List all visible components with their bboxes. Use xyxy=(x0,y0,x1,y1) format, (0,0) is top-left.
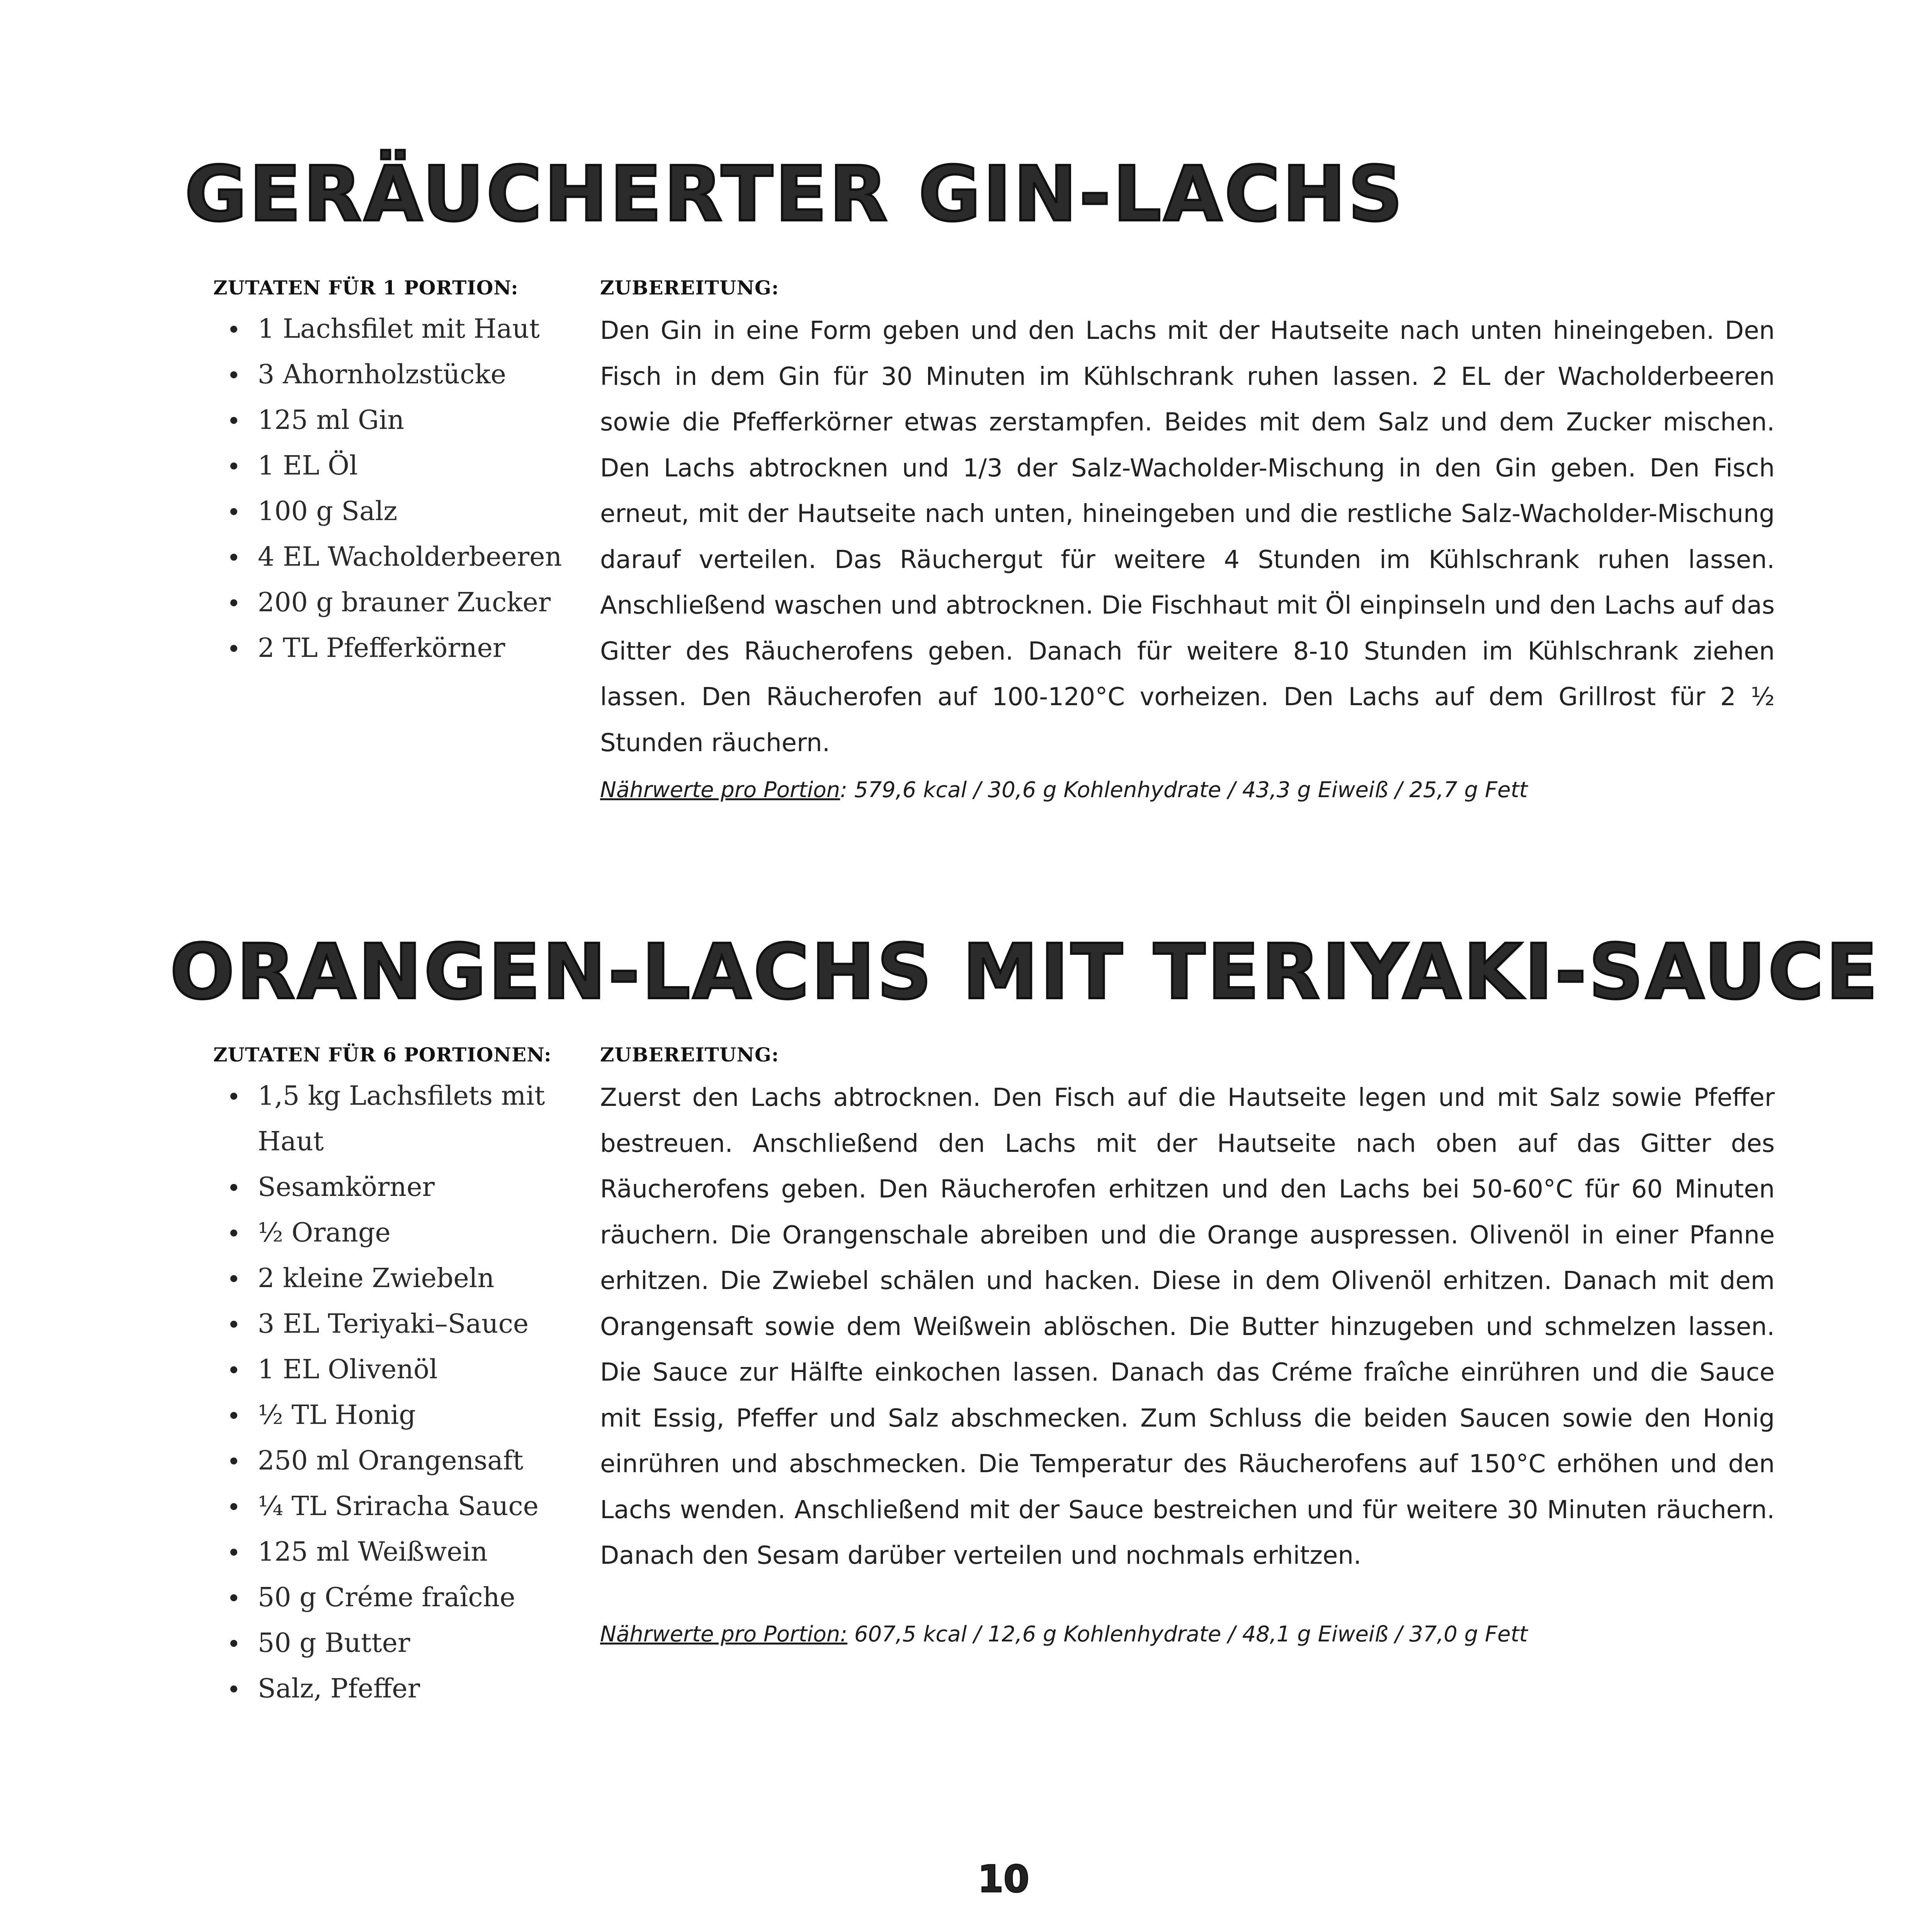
recipe-title: ORANGEN-LACHS MIT TERIYAKI-SAUCE xyxy=(170,928,1880,1016)
ingredients-column xyxy=(213,1043,573,1712)
page-number: 10 xyxy=(978,1857,1029,1901)
nutrition-values: : 579,6 kcal / 30,6 g Kohlenhydrate / 43,3 g Eiweiß / 25,7 g Fett xyxy=(840,777,1528,803)
ingredient-item: 2 kleine Zwiebeln xyxy=(213,1256,573,1301)
ingredient-item: ½ Orange xyxy=(213,1210,573,1256)
preparation-heading: ZUBEREITUNG: xyxy=(600,1043,779,1066)
ingredient-item: 100 g Salz xyxy=(213,489,573,534)
nutrition-label: Nährwerte pro Portion xyxy=(600,777,840,803)
ingredient-item: 50 g Butter xyxy=(213,1621,573,1666)
ingredients-heading: ZUTATEN FÜR 6 PORTIONEN: xyxy=(213,1043,552,1066)
ingredient-list xyxy=(213,1073,573,1712)
preparation-text: Zuerst den Lachs abtrocknen. Den Fisch auf die Hautseite legen und mit Salz sowie Pfeffer bestreuen. Anschließend den Lachs mit der Hautseite nach oben auf das Gitter des Räucherofens geben. Den Räucherofen erhitzen und den Lachs bei 50-60°C für 60 Minuten räuchern. Die Orangenschale abreiben und die Orange auspressen. Olivenöl in einer Pfanne erhitzen. Die Zwiebel schälen und hacken. Diese in dem Olivenöl erhitzen. Danach mit dem Orangensaft sowie dem Weißwein ablöschen. Die Butter hinzugeben und schmelzen lassen. Die Sauce zur Hälfte einkochen lassen. Danach das Créme fraîche einrühren und die Sauce mit Essig, Pfeffer und Salz abschmecken. Zum Schluss die beiden Saucen sowie den Honig einrühren und abschmecken. Die Temperatur des Räucherofens auf 150°C erhöhen und den Lachs wenden. Anschließend mit der Sauce bestreichen und für weitere 30 Minuten räuchern. Danach den Sesam darüber verteilen und nochmals erhitzen. xyxy=(600,1083,1775,1570)
ingredient-item: 1 EL Öl xyxy=(213,443,573,489)
nutrition-info xyxy=(600,777,1775,804)
ingredient-item: 125 ml Gin xyxy=(213,398,573,443)
ingredient-item: ¼ TL Sriracha Sauce xyxy=(213,1484,573,1529)
preparation-column xyxy=(600,1043,1775,1579)
ingredients-column xyxy=(213,276,573,671)
ingredient-item: 200 g brauner Zucker xyxy=(213,580,573,626)
ingredient-item: 2 TL Pfefferkörner xyxy=(213,626,573,671)
ingredients-heading: ZUTATEN FÜR 1 PORTION: xyxy=(213,276,519,299)
nutrition-label: Nährwerte pro Portion: xyxy=(600,1622,848,1647)
ingredient-item: 250 ml Orangensaft xyxy=(213,1438,573,1484)
recipe-title: GERÄUCHERTER GIN-LACHS xyxy=(185,150,1405,238)
ingredient-item: Sesamkörner xyxy=(213,1165,573,1210)
ingredient-item: 1 EL Olivenöl xyxy=(213,1347,573,1393)
nutrition-values: 607,5 kcal / 12,6 g Kohlenhydrate / 48,1 g Eiweiß / 37,0 g Fett xyxy=(847,1622,1528,1647)
ingredient-item: 1,5 kg Lachsfilets mit Haut xyxy=(213,1073,551,1165)
ingredient-item: Salz, Pfeffer xyxy=(213,1666,573,1712)
preparation-column xyxy=(600,276,1775,766)
preparation-heading: ZUBEREITUNG: xyxy=(600,276,779,299)
preparation-text: Den Gin in eine Form geben und den Lachs mit der Hautseite nach unten hineingeben. Den Fisch in dem Gin für 30 Minuten im Kühlschrank ruhen lassen. 2 EL der Wacholderbeeren sowie die Pfefferkörner etwas zerstampfen. Beides mit dem Salz und dem Zucker mischen. Den Lachs abtrocknen und 1/3 der Salz-Wacholder-Mischung in den Gin geben. Den Fisch erneut, mit der Hautseite nach unten, hineingeben und die restliche Salz-Wacholder-Mischung darauf verteilen. Das Räuchergut für weitere 4 Stunden im Kühlschrank ruhen lassen. Anschließend waschen und abtrocknen. Die Fischhaut mit Öl einpinseln und den Lachs auf das Gitter des Räucherofens geben. Danach für weitere 8-10 Stunden im Kühlschrank ziehen lassen. Den Räucherofen auf 100-120°C vorheizen. Den Lachs auf dem Grillrost für 2 ½ Stunden räuchern. xyxy=(600,316,1775,757)
nutrition-info xyxy=(600,1621,1775,1648)
ingredient-list xyxy=(213,306,573,671)
ingredient-item: 125 ml Weißwein xyxy=(213,1529,573,1575)
ingredient-item: ½ TL Honig xyxy=(213,1393,573,1438)
ingredient-item: 50 g Créme fraîche xyxy=(213,1575,573,1621)
ingredient-item: 4 EL Wacholderbeeren xyxy=(213,534,573,580)
ingredient-item: 3 Ahornholzstücke xyxy=(213,352,573,398)
ingredient-item: 1 Lachsfilet mit Haut xyxy=(213,306,573,352)
ingredient-item: 3 EL Teriyaki–Sauce xyxy=(213,1301,573,1347)
